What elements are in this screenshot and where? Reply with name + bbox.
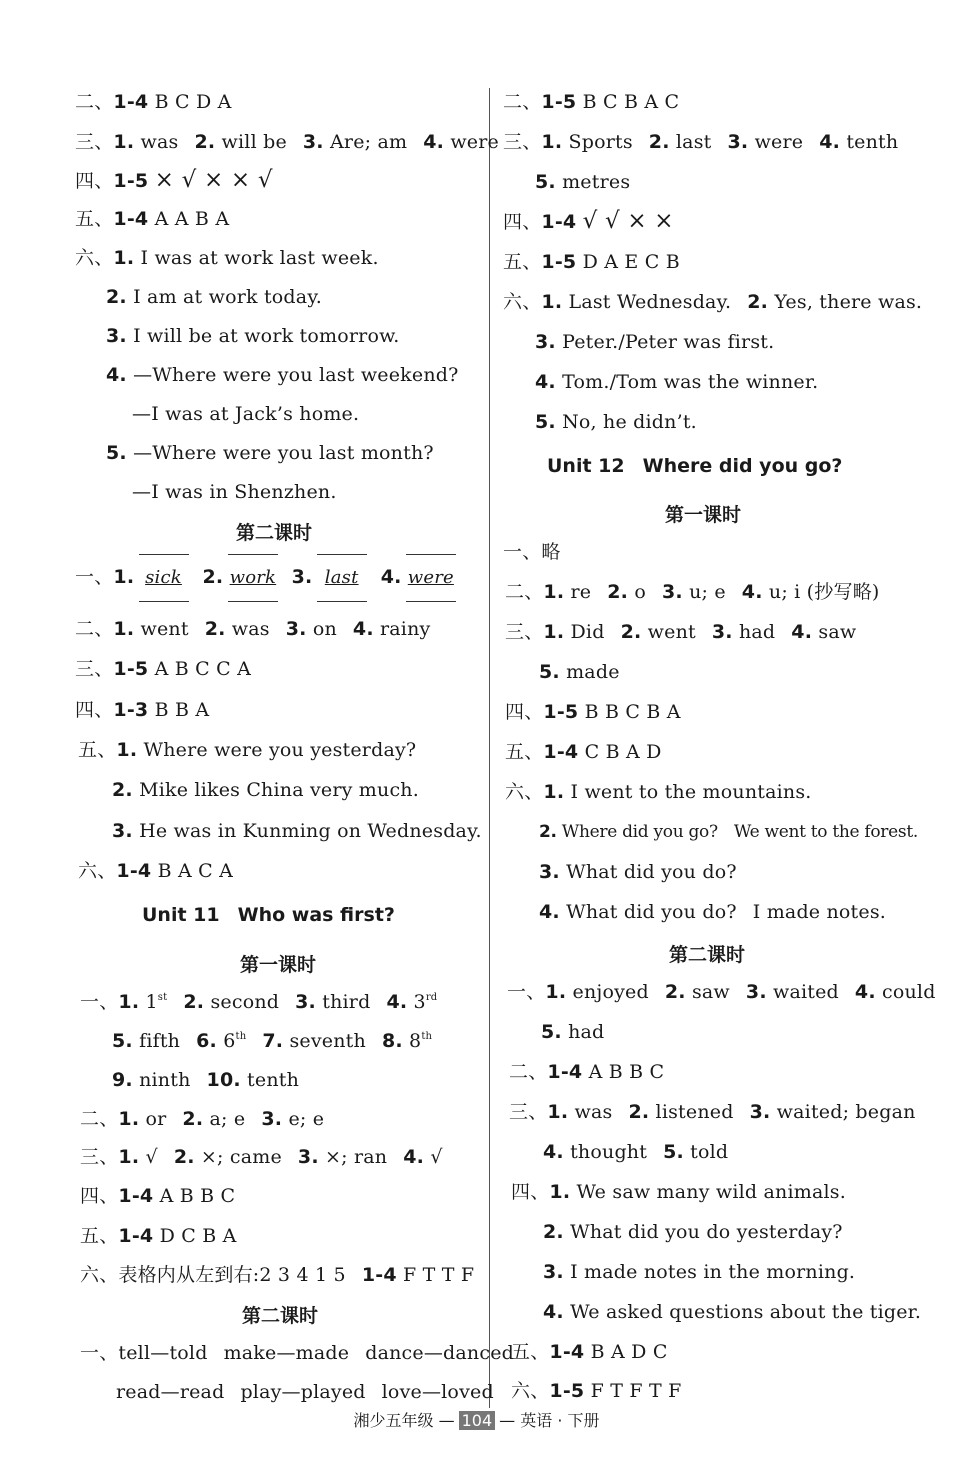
answer-line: 四、1-5 B B C B A <box>505 701 681 723</box>
answer-line: 二、1-4 A B B C <box>509 1061 665 1083</box>
answer-line: —I was in Shenzhen. <box>132 481 337 503</box>
answer-line: 5. No, he didn’t. <box>535 411 697 433</box>
answer-line: 3. He was in Kunming on Wednesday. <box>112 820 482 842</box>
answer-line: 5. had <box>541 1021 605 1043</box>
answer-line: read—read play—played love—loved <box>116 1381 494 1403</box>
unit-title: Unit 12 Where did you go? <box>547 455 843 477</box>
handwritten-answer: sick <box>141 566 187 590</box>
answer-line: 二、1. re 2. o 3. u; e 4. u; i (抄写略) <box>505 581 880 603</box>
answer-line: 六、1. I went to the mountains. <box>505 781 812 803</box>
answer-line: 四、1-4 A B B C <box>80 1185 236 1207</box>
answer-line: 2. I am at work today. <box>106 286 322 308</box>
section-heading: 第二课时 <box>669 944 746 966</box>
page-number: 104 <box>459 1411 496 1430</box>
answer-line: 六、表格内从左到右:2 3 4 1 5 1-4 F T T F <box>80 1264 475 1286</box>
answer-line: 四、1-4 √ √ × × <box>503 208 674 234</box>
subject-label: 英语 · 下册 <box>520 1411 600 1430</box>
answer-line-handwritten: 一、1. sick 2. work 3. last 4. were <box>75 566 454 588</box>
answer-line: 二、1-4 B C D A <box>75 91 232 113</box>
page-footer: 湘少五年级 — 104 — 英语 · 下册 <box>353 1411 600 1430</box>
answer-line: 五、1. Where were you yesterday? <box>78 739 417 761</box>
answer-line: 六、1. Last Wednesday. 2. Yes, there was. <box>503 291 923 313</box>
answer-line: 五、1-4 D C B A <box>80 1225 237 1247</box>
answer-line: 5. —Where were you last month? <box>106 442 434 464</box>
answer-line: 5. made <box>539 661 620 683</box>
answer-line: 4. We asked questions about the tiger. <box>543 1301 922 1323</box>
answer-line: 三、1-5 A B C C A <box>75 658 252 680</box>
answer-line: 二、1-5 B C B A C <box>503 91 680 113</box>
answer-line: 一、1. 1st 2. second 3. third 4. 3rd <box>80 991 438 1013</box>
column-divider <box>489 88 490 1408</box>
answer-line: 六、1. I was at work last week. <box>75 247 379 269</box>
section-heading: 第二课时 <box>242 1305 319 1327</box>
answer-line: 五、1-4 C B A D <box>505 741 662 763</box>
answer-line: —I was at Jack’s home. <box>132 403 360 425</box>
answer-line: 四、1-5 × √ × × √ <box>75 167 273 193</box>
answer-line: 2. What did you do yesterday? <box>543 1221 843 1243</box>
answer-line: 五、1-4 B A D C <box>511 1341 668 1363</box>
answer-line: 3. I made notes in the morning. <box>543 1261 856 1283</box>
answer-line: 4. —Where were you last weekend? <box>106 364 459 386</box>
answer-line: 二、1. went 2. was 3. on 4. rainy <box>75 618 431 640</box>
answer-line: 三、1. √ 2. ×; came 3. ×; ran 4. √ <box>80 1146 443 1168</box>
answer-line: 4. Tom./Tom was the winner. <box>535 371 819 393</box>
answer-line: 三、1. Sports 2. last 3. were 4. tenth <box>503 131 899 153</box>
answer-line: 六、1-4 B A C A <box>78 860 234 882</box>
answer-line: 一、1. enjoyed 2. saw 3. waited 4. could <box>507 981 936 1003</box>
answer-line: 三、1. was 2. will be 3. Are; am 4. were <box>75 131 499 153</box>
answer-line: 3. I will be at work tomorrow. <box>106 325 400 347</box>
section-heading: 第一课时 <box>665 504 742 526</box>
answer-line: 9. ninth 10. tenth <box>112 1069 300 1091</box>
handwritten-answer: were <box>407 567 454 588</box>
answer-line: 3. What did you do? <box>539 861 737 883</box>
answer-line: 2. Where did you go? We went to the forest. <box>539 822 918 842</box>
answer-line: 4. What did you do? I made notes. <box>539 901 887 923</box>
answer-line: 五、1-5 D A E C B <box>503 251 680 273</box>
handwritten-answer: last <box>319 566 365 590</box>
answer-line: 5. metres <box>535 171 631 193</box>
answer-line: 2. Mike likes China very much. <box>112 779 419 801</box>
answer-line: 三、1. was 2. listened 3. waited; began <box>509 1101 916 1123</box>
unit-title: Unit 11 Who was first? <box>142 904 395 926</box>
book-label: 湘少五年级 <box>353 1411 434 1430</box>
answer-line: 二、1. or 2. a; e 3. e; e <box>80 1108 325 1130</box>
answer-line: 三、1. Did 2. went 3. had 4. saw <box>505 621 857 643</box>
answer-line: 六、1-5 F T F T F <box>511 1380 682 1402</box>
answer-line: 一、略 <box>503 541 561 563</box>
answer-line: 四、1. We saw many wild animals. <box>511 1181 846 1203</box>
section-heading: 第二课时 <box>236 522 313 544</box>
answer-line: 4. thought 5. told <box>543 1141 729 1163</box>
answer-line: 一、tell—told make—made dance—danced <box>80 1342 515 1364</box>
answer-line: 四、1-3 B B A <box>75 699 210 721</box>
answer-line: 五、1-4 A A B A <box>75 208 230 230</box>
section-heading: 第一课时 <box>240 954 317 976</box>
handwritten-answer: work <box>229 567 277 588</box>
answer-line: 5. fifth 6. 6th 7. seventh 8. 8th <box>112 1030 433 1052</box>
answer-line: 3. Peter./Peter was first. <box>535 331 775 353</box>
